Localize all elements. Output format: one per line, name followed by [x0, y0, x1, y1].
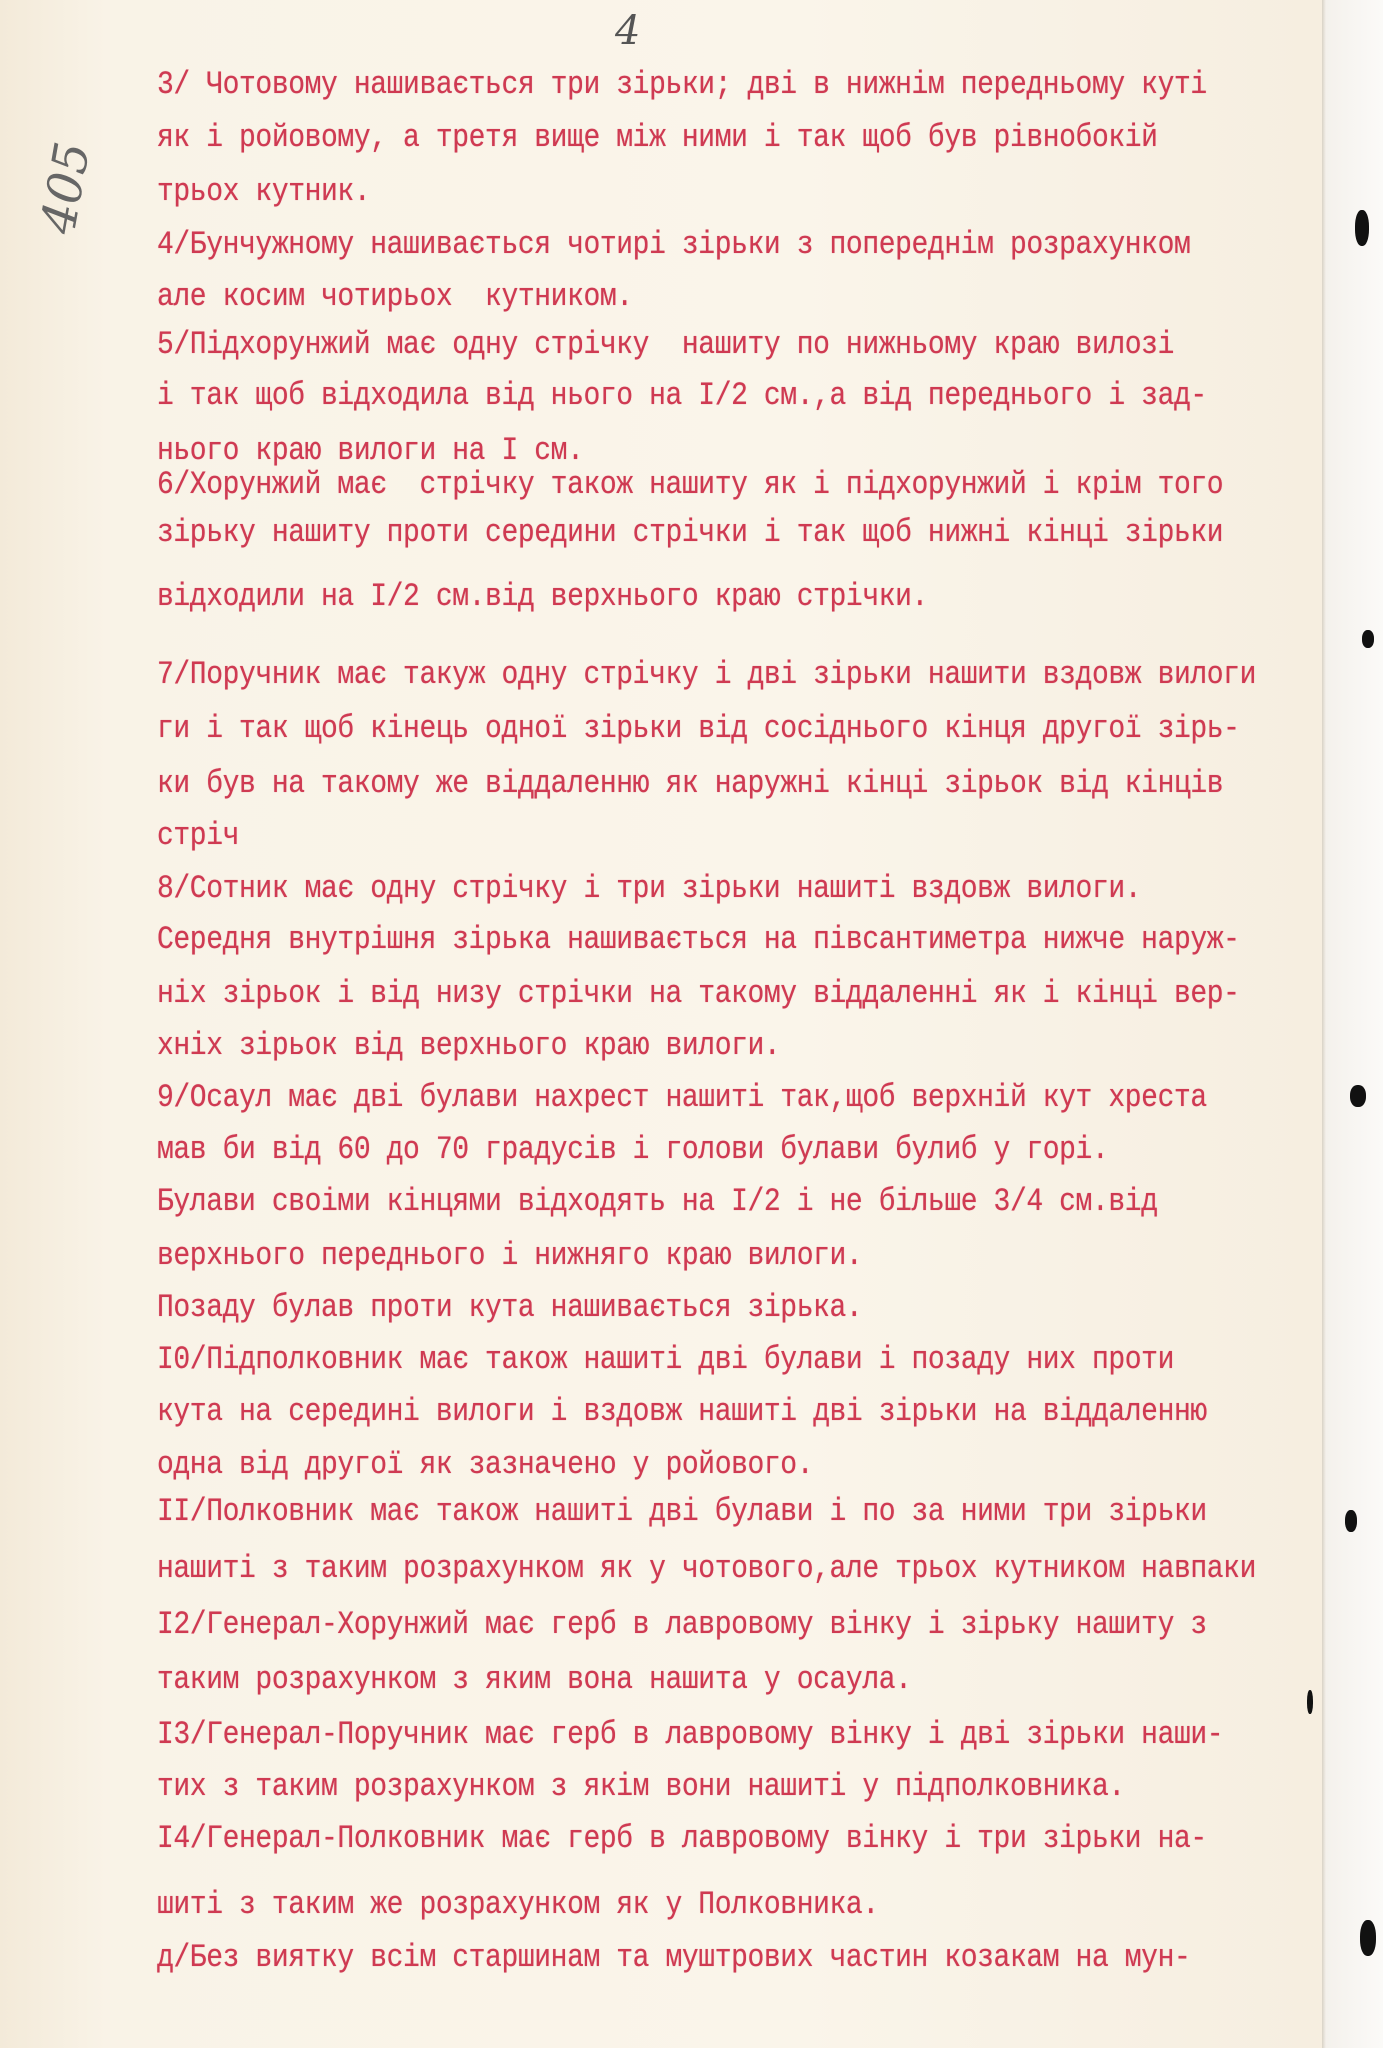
punch-mark	[1362, 630, 1374, 648]
punch-mark	[1350, 1085, 1366, 1107]
text-line: 9/Осаул має дві булави нахрест нашиті так,щоб верхній кут хреста	[157, 1080, 1207, 1117]
text-line: 7/Поручник має такуж одну стрічку і дві зірьки нашити вздовж вилоги	[157, 657, 1256, 694]
text-line: 5/Підхорунжий має одну стрічку нашиту по нижньому краю вилозі	[157, 327, 1174, 364]
text-line: кута на середині вилоги і вздовж нашиті дві зірьки на віддаленню	[157, 1394, 1207, 1431]
text-line: I0/Підполковник має також нашиті дві булави і позаду них проти	[157, 1342, 1174, 1379]
text-line: 6/Хорунжий має стрічку також нашиту як і підхорунжий і крім того	[157, 467, 1224, 504]
text-line: ги і так щоб кінець одної зірьки від сосіднього кінця другої зірь-	[157, 711, 1240, 748]
text-line: нього краю вилоги на I см.	[157, 433, 584, 470]
text-line: зірьку нашиту проти середини стрічки і так щоб нижні кінці зірьки	[157, 515, 1224, 552]
text-line: таким розрахунком з яким вона нашита у осаула.	[157, 1662, 912, 1699]
text-line: і так щоб відходила від нього на I/2 см.,а від переднього і зад-	[157, 378, 1207, 415]
scan-edge	[1322, 0, 1383, 2048]
text-line: 4/Бунчужному нашивається чотирі зірьки з попереднім розрахунком	[157, 227, 1191, 264]
text-line: відходили на I/2 см.від верхнього краю стрічки.	[157, 579, 928, 616]
handwritten-page-number: 4	[615, 8, 641, 54]
text-line: 8/Сотник має одну стрічку і три зірьки нашиті вздовж вилоги.	[157, 871, 1142, 908]
text-line: II/Полковник має також нашиті дві булави і по за ними три зірьки	[157, 1494, 1207, 1531]
text-line: ки був на такому же віддаленню як наружні кінці зірьок від кінців	[157, 766, 1224, 803]
text-line: але косим чотирьох кутником.	[157, 279, 633, 316]
text-line: шиті з таким же розрахунком як у Полковника.	[157, 1887, 879, 1924]
text-line: як і ройовому, а третя вище між ними і так щоб був рівнобокій	[157, 120, 1158, 157]
text-line: тих з таким розрахунком з якім вони нашиті у підполковника.	[157, 1769, 1125, 1806]
punch-mark	[1360, 1920, 1376, 1956]
text-line: хніх зірьок від верхнього краю вилоги.	[157, 1028, 781, 1065]
punch-mark	[1355, 210, 1369, 246]
punch-mark	[1345, 1510, 1357, 1532]
text-line: Булави своіми кінцями відходять на I/2 і не більше 3/4 см.від	[157, 1184, 1158, 1221]
text-line: Позаду булав проти кута нашивається зірька.	[157, 1290, 863, 1327]
punch-mark	[1307, 1690, 1313, 1714]
text-line: 3/ Чотовому нашивається три зірьки; дві в нижнім передньому куті	[157, 67, 1207, 104]
text-line: I3/Генерал-Поручник має герб в лавровому вінку і дві зірьки наши-	[157, 1717, 1224, 1754]
text-line: I4/Генерал-Полковник має герб в лавровому вінку і три зірьки на-	[157, 1821, 1207, 1858]
text-line: одна від другої як зазначено у ройового.	[157, 1447, 814, 1484]
text-line: верхнього переднього і нижняго краю вилоги.	[157, 1238, 863, 1275]
text-line: стріч	[157, 818, 240, 855]
text-line: д/Без виятку всім старшинам та муштрових частин козакам на мун-	[157, 1940, 1191, 1977]
text-line: Середня внутрішня зірька нашивається на півсантиметра нижче наруж-	[157, 922, 1240, 959]
text-line: I2/Генерал-Хорунжий має герб в лавровому вінку і зірьку нашиту з	[157, 1607, 1207, 1644]
text-line: мав би від 60 до 70 градусів і голови булави булиб у горі.	[157, 1132, 1109, 1169]
text-line: ніх зірьок і від низу стрічки на такому віддаленні як і кінці вер-	[157, 976, 1240, 1013]
text-line: трьох кутник.	[157, 174, 371, 211]
text-line: нашиті з таким розрахунком як у чотового,але трьох кутником навпаки	[157, 1551, 1256, 1588]
handwritten-margin-note: 405	[30, 138, 102, 238]
